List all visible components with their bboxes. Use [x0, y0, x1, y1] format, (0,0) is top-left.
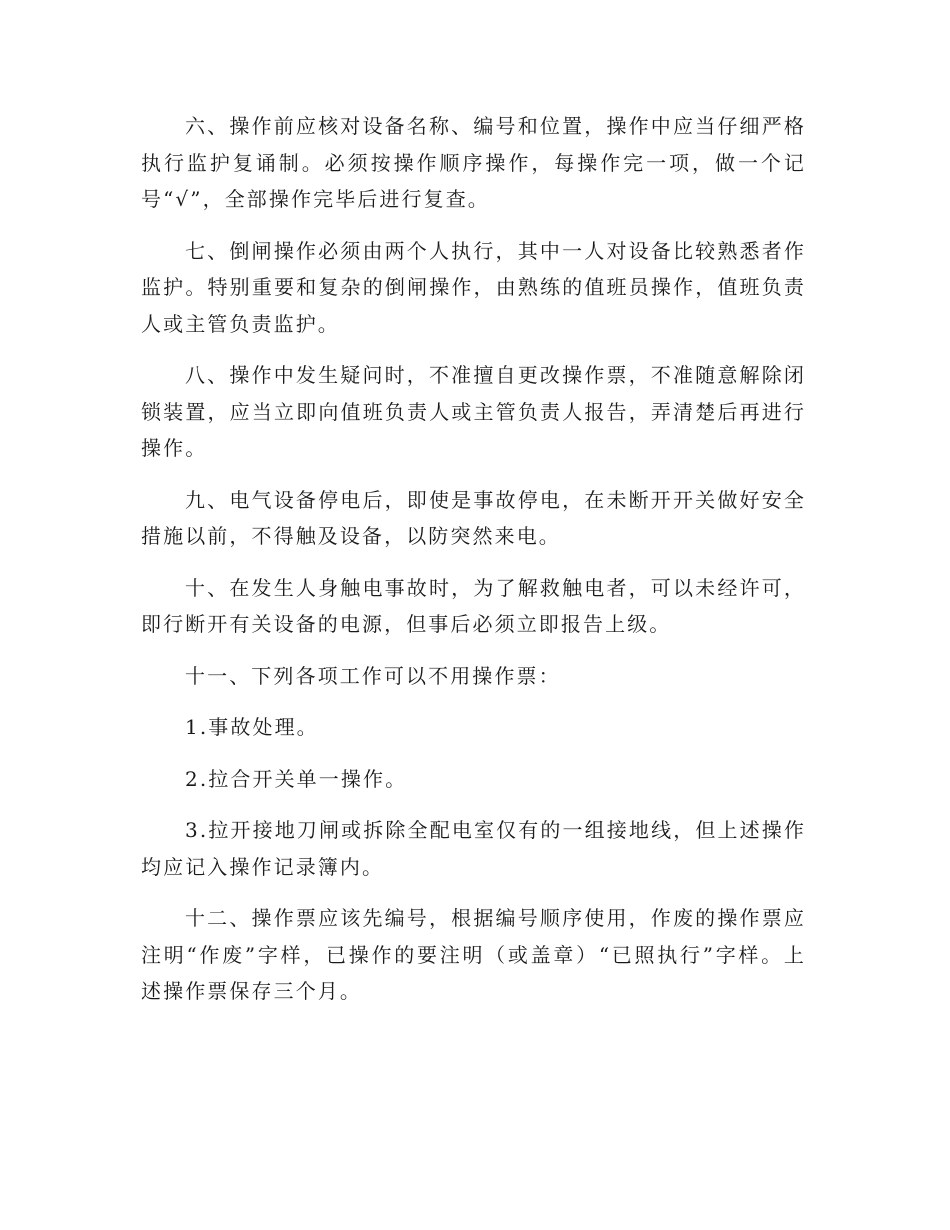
paragraph-item-8: 八、操作中发生疑问时，不准擅自更改操作票，不准随意解除闭锁装置，应当立即向值班负责人或主管负责人报告，弄清楚后再进行操作。 [141, 363, 806, 460]
sub-item-2: 2.拉合开关单一操作。 [185, 766, 408, 791]
sub-item-1: 1.事故处理。 [185, 715, 319, 739]
paragraph-item-12: 十二、操作票应该先编号，根据编号顺序使用，作废的操作票应注明“作废”字样，已操作的要注明（或盖章）“已照执行”字样。上述操作票保存三个月。 [141, 906, 806, 1003]
paragraph-item-7: 七、倒闸操作必须由两个人执行，其中一人对设备比较熟悉者作监护。特别重要和复杂的倒闸操作，由熟练的值班员操作，值班负责人或主管负责监护。 [141, 238, 806, 336]
paragraph-item-10: 十、在发生人身触电事故时，为了解救触电者，可以未经许可，即行断开有关设备的电源，但事后必须立即报告上级。 [141, 575, 806, 636]
sub-item-3: 3.拉开接地刀闸或拆除全配电室仅有的一组接地线，但上述操作均应记入操作记录簿内。 [141, 818, 806, 879]
paragraph-item-9: 九、电气设备停电后，即使是事故停电，在未断开开关做好安全措施以前，不得触及设备，以防突然来电。 [141, 487, 806, 548]
document-body [141, 108, 806, 1025]
paragraph-item-6: 六、操作前应核对设备名称、编号和位置，操作中应当仔细严格执行监护复诵制。必须按操作顺序操作，每操作完一项，做一个记号“√”，全部操作完毕后进行复查。 [141, 114, 806, 211]
paragraph-item-11: 十一、下列各项工作可以不用操作票： [185, 663, 561, 688]
